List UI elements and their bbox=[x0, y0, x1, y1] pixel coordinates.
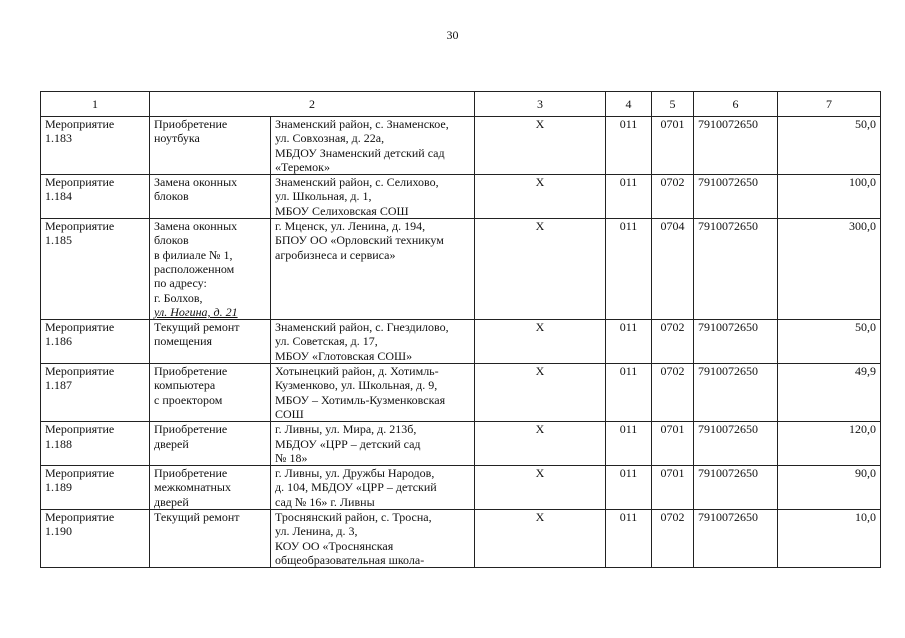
address-cell-line: № 18» bbox=[275, 450, 308, 465]
work-cell-line: в филиале № 1, bbox=[154, 247, 233, 262]
event-cell bbox=[41, 422, 150, 466]
address-cell-line: г. Мценск, ул. Ленина, д. 194, bbox=[275, 219, 426, 234]
mark-cell: Х bbox=[475, 364, 606, 422]
address-cell-line: Знаменский район, с. Селихово, bbox=[275, 175, 439, 190]
event-cell-line: Мероприятие bbox=[45, 510, 115, 525]
event-cell bbox=[41, 320, 150, 364]
amount-cell: 50,0 bbox=[778, 320, 881, 364]
amount-cell: 10,0 bbox=[778, 510, 881, 568]
work-cell-line: дверей bbox=[154, 494, 189, 509]
event-cell-line: 1.190 bbox=[45, 524, 72, 539]
address-cell-line: агробизнеса и сервиса» bbox=[275, 247, 396, 262]
amount-cell: 100,0 bbox=[778, 175, 881, 219]
section-cell: 0701 bbox=[652, 117, 694, 175]
event-cell-line: Мероприятие bbox=[45, 364, 115, 379]
event-cell-line: Мероприятие bbox=[45, 320, 115, 335]
event-cell bbox=[41, 219, 150, 320]
event-cell-line: 1.189 bbox=[45, 480, 72, 495]
code-cell: 011 bbox=[606, 320, 652, 364]
article-cell: 7910072650 bbox=[694, 117, 778, 175]
work-cell bbox=[150, 117, 271, 175]
page-number: 30 bbox=[446, 28, 459, 42]
table-row bbox=[41, 320, 881, 364]
work-cell-line: Приобретение bbox=[154, 466, 228, 481]
mark-cell: Х bbox=[475, 510, 606, 568]
work-cell bbox=[150, 510, 271, 568]
address-cell-line: МБДОУ Знаменский детский сад bbox=[275, 145, 445, 160]
event-cell-line: 1.188 bbox=[45, 436, 72, 451]
table-row bbox=[41, 466, 881, 510]
work-cell bbox=[150, 175, 271, 219]
address-cell-line: Троснянский район, с. Тросна, bbox=[275, 510, 432, 525]
address-cell bbox=[271, 117, 475, 175]
amount-cell: 49,9 bbox=[778, 364, 881, 422]
article-cell: 7910072650 bbox=[694, 510, 778, 568]
section-cell: 0702 bbox=[652, 364, 694, 422]
work-cell-line: помещения bbox=[154, 334, 213, 349]
section-cell: 0702 bbox=[652, 510, 694, 568]
address-cell-line: МБОУ Селиховская СОШ bbox=[275, 203, 409, 218]
address-cell-line: сад № 16» г. Ливны bbox=[275, 494, 375, 509]
code-cell: 011 bbox=[606, 175, 652, 219]
address-cell-line: КОУ ОО «Троснянская bbox=[275, 538, 394, 553]
address-cell-line: г. Ливны, ул. Мира, д. 213б, bbox=[275, 422, 417, 437]
event-cell bbox=[41, 466, 150, 510]
event-cell bbox=[41, 364, 150, 422]
header-cell-3: 3 bbox=[475, 92, 606, 117]
article-cell: 7910072650 bbox=[694, 219, 778, 320]
code-cell: 011 bbox=[606, 219, 652, 320]
work-cell-line: Замена оконных bbox=[154, 219, 238, 234]
work-cell-address-line: ул. Ногина, д. 21 bbox=[154, 304, 238, 319]
event-cell-line: Мероприятие bbox=[45, 219, 115, 234]
code-cell: 011 bbox=[606, 364, 652, 422]
work-cell-line: г. Болхов, bbox=[154, 290, 203, 305]
address-cell-line: Знаменский район, с. Знаменское, bbox=[275, 117, 449, 131]
amount-cell: 300,0 bbox=[778, 219, 881, 320]
address-cell bbox=[271, 466, 475, 510]
event-cell-line: 1.186 bbox=[45, 334, 72, 349]
table-row bbox=[41, 175, 881, 219]
table-row bbox=[41, 219, 881, 320]
table-row bbox=[41, 422, 881, 466]
table-row bbox=[41, 510, 881, 568]
address-cell-line: ул. Школьная, д. 1, bbox=[275, 189, 372, 204]
event-cell bbox=[41, 510, 150, 568]
address-cell-line: МБОУ «Глотовская СОШ» bbox=[275, 348, 413, 363]
section-cell: 0701 bbox=[652, 422, 694, 466]
mark-cell: Х bbox=[475, 320, 606, 364]
address-cell-line: Знаменский район, с. Гнездилово, bbox=[275, 320, 449, 335]
budget-table bbox=[40, 91, 881, 568]
event-cell bbox=[41, 117, 150, 175]
section-cell: 0702 bbox=[652, 320, 694, 364]
article-cell: 7910072650 bbox=[694, 320, 778, 364]
work-cell-line: расположенном bbox=[154, 261, 235, 276]
address-cell-line: ул. Ленина, д. 3, bbox=[275, 524, 358, 539]
work-cell-line: дверей bbox=[154, 436, 189, 451]
work-cell-line: блоков bbox=[154, 189, 189, 204]
header-cell-7: 7 bbox=[778, 92, 881, 117]
work-cell-line: компьютера bbox=[154, 378, 216, 393]
work-cell-line: Приобретение bbox=[154, 364, 228, 379]
table-row bbox=[41, 364, 881, 422]
address-cell bbox=[271, 175, 475, 219]
section-cell: 0701 bbox=[652, 466, 694, 510]
address-cell-line: МБДОУ «ЦРР – детский сад bbox=[275, 436, 421, 451]
work-cell-line: межкомнатных bbox=[154, 480, 231, 495]
address-cell-line: г. Ливны, ул. Дружбы Народов, bbox=[275, 466, 435, 481]
work-cell bbox=[150, 320, 271, 364]
address-cell bbox=[271, 510, 475, 568]
work-cell bbox=[150, 364, 271, 422]
address-cell-line: БПОУ ОО «Орловский техникум bbox=[275, 233, 444, 248]
address-cell bbox=[271, 219, 475, 320]
work-cell-line: ноутбука bbox=[154, 131, 200, 146]
header-cell-5: 5 bbox=[652, 92, 694, 117]
amount-cell: 120,0 bbox=[778, 422, 881, 466]
address-cell-line: ул. Советская, д. 17, bbox=[275, 334, 378, 349]
work-cell bbox=[150, 466, 271, 510]
work-cell-line: блоков bbox=[154, 233, 189, 248]
header-cell-6: 6 bbox=[694, 92, 778, 117]
code-cell: 011 bbox=[606, 422, 652, 466]
address-cell-line: СОШ bbox=[275, 406, 304, 421]
work-cell-line: Приобретение bbox=[154, 422, 228, 437]
amount-cell: 90,0 bbox=[778, 466, 881, 510]
article-cell: 7910072650 bbox=[694, 466, 778, 510]
article-cell: 7910072650 bbox=[694, 364, 778, 422]
header-cell-4: 4 bbox=[606, 92, 652, 117]
mark-cell: Х bbox=[475, 175, 606, 219]
work-cell bbox=[150, 219, 271, 320]
mark-cell: Х bbox=[475, 422, 606, 466]
event-cell-line: Мероприятие bbox=[45, 175, 115, 190]
code-cell: 011 bbox=[606, 466, 652, 510]
mark-cell: Х bbox=[475, 117, 606, 175]
event-cell-line: Мероприятие bbox=[45, 117, 115, 131]
work-cell-line: с проектором bbox=[154, 392, 223, 407]
mark-cell: Х bbox=[475, 466, 606, 510]
address-cell-line: Хотынецкий район, д. Хотимль- bbox=[275, 364, 439, 379]
mark-cell: Х bbox=[475, 219, 606, 320]
event-cell-line: Мероприятие bbox=[45, 466, 115, 481]
event-cell bbox=[41, 175, 150, 219]
article-cell: 7910072650 bbox=[694, 175, 778, 219]
address-cell-line: МБОУ – Хотимль-Кузменковская bbox=[275, 392, 446, 407]
event-cell-line: Мероприятие bbox=[45, 422, 115, 437]
work-cell bbox=[150, 422, 271, 466]
address-cell-line: д. 104, МБДОУ «ЦРР – детский bbox=[275, 480, 437, 495]
address-cell-line: «Теремок» bbox=[275, 159, 330, 174]
amount-cell: 50,0 bbox=[778, 117, 881, 175]
table-header-row bbox=[41, 92, 881, 117]
work-cell-line: Замена оконных bbox=[154, 175, 238, 190]
work-cell-line: Текущий ремонт bbox=[154, 320, 240, 335]
address-cell-line: Кузменково, ул. Школьная, д. 9, bbox=[275, 378, 438, 393]
section-cell: 0704 bbox=[652, 219, 694, 320]
header-cell-2: 2 bbox=[150, 92, 475, 117]
section-cell: 0702 bbox=[652, 175, 694, 219]
header-cell-1: 1 bbox=[41, 92, 150, 117]
address-cell bbox=[271, 422, 475, 466]
event-cell-line: 1.183 bbox=[45, 131, 72, 146]
work-cell-line: Приобретение bbox=[154, 117, 228, 131]
work-cell-line: Текущий ремонт bbox=[154, 510, 240, 525]
code-cell: 011 bbox=[606, 117, 652, 175]
table-row bbox=[41, 117, 881, 175]
event-cell-line: 1.185 bbox=[45, 233, 72, 248]
code-cell: 011 bbox=[606, 510, 652, 568]
article-cell: 7910072650 bbox=[694, 422, 778, 466]
event-cell-line: 1.187 bbox=[45, 378, 72, 393]
event-cell-line: 1.184 bbox=[45, 189, 72, 204]
address-cell-line: ул. Совхозная, д. 22а, bbox=[275, 131, 385, 146]
address-cell bbox=[271, 364, 475, 422]
address-cell-line: общеобразовательная школа- bbox=[275, 552, 425, 567]
address-cell bbox=[271, 320, 475, 364]
work-cell-line: по адресу: bbox=[154, 276, 207, 291]
